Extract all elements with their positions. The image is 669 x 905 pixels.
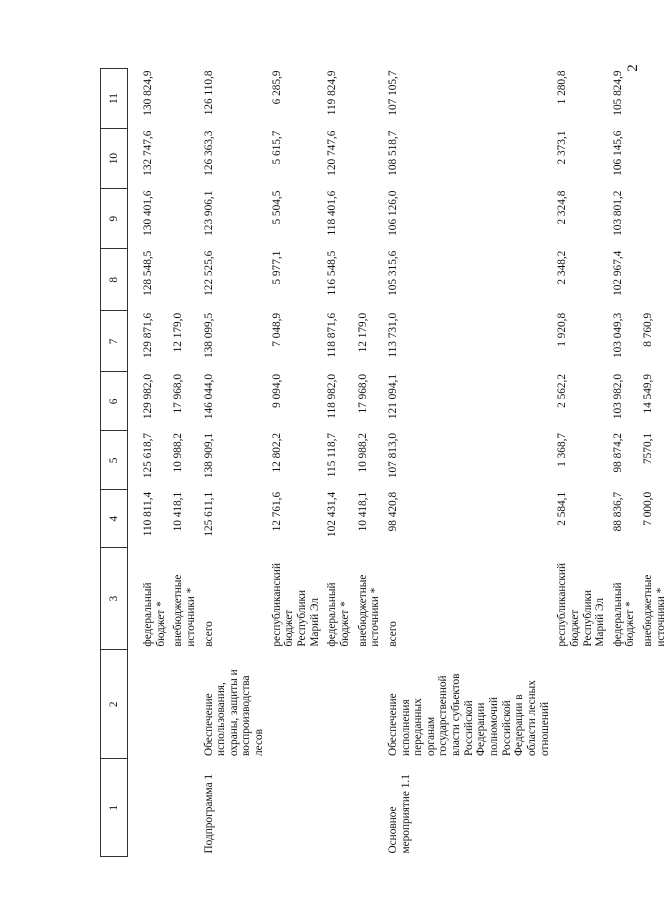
description-line: использования, bbox=[215, 682, 228, 756]
description-line: Российской bbox=[462, 700, 475, 756]
column-number-row bbox=[101, 69, 128, 857]
funding-source-line: внебюджетные bbox=[356, 574, 369, 647]
funding-source-line: внебюджетные bbox=[172, 574, 185, 647]
table-cell-value: 10 988,2 bbox=[172, 432, 185, 473]
table-cell-value: 105 315,6 bbox=[386, 250, 399, 296]
row-program-name: Подпрограмма 1 bbox=[202, 773, 215, 854]
table-cell-value: 107 813,0 bbox=[386, 432, 399, 479]
row-funding-source bbox=[169, 548, 199, 650]
table-cell-value: 2 324,8 bbox=[556, 190, 569, 225]
rotated-table-sheet bbox=[100, 68, 667, 857]
funding-source-line: бюджет * bbox=[624, 601, 637, 647]
table-row bbox=[354, 69, 384, 857]
table-row bbox=[169, 69, 199, 857]
row-description bbox=[354, 650, 384, 759]
description-line: Обеспечение bbox=[202, 693, 215, 756]
description-line: власти субъектов bbox=[450, 673, 463, 756]
table-cell-value: 7 048,9 bbox=[270, 312, 283, 347]
table-cell-value: 129 982,0 bbox=[142, 373, 154, 420]
table-cell-value: 12 761,6 bbox=[270, 491, 283, 532]
row-description bbox=[169, 650, 199, 759]
table-cell-value: 9 094,0 bbox=[270, 373, 283, 408]
table-cell-value: 125 611,1 bbox=[202, 491, 215, 537]
funding-source-line: Марий Эл bbox=[594, 598, 607, 647]
column-number: 2 bbox=[101, 650, 128, 759]
table-cell-value: 119 824,9 bbox=[326, 70, 339, 116]
funding-source-line: внебюджетные bbox=[642, 574, 655, 647]
funding-source-line: бюджет bbox=[283, 609, 296, 647]
table-cell-value bbox=[354, 129, 384, 189]
row-program-name bbox=[609, 759, 639, 857]
row-description bbox=[268, 650, 324, 759]
table-cell-value: 17 968,0 bbox=[172, 373, 185, 414]
row-funding-source bbox=[200, 548, 268, 650]
description-line: исполнения bbox=[399, 699, 412, 756]
funding-source-line: Республики bbox=[296, 589, 309, 647]
funding-source-line: всего bbox=[386, 621, 399, 647]
table-cell-value: 102 431,4 bbox=[326, 491, 339, 538]
table-cell-value: 132 747,6 bbox=[142, 130, 154, 176]
funding-source-line: федеральный bbox=[326, 582, 339, 647]
table-cell-value: 106 145,6 bbox=[611, 130, 624, 176]
description-line: Российской bbox=[500, 700, 513, 756]
table-cell-value: 146 044,0 bbox=[202, 373, 215, 420]
column-number: 7 bbox=[101, 311, 128, 372]
funding-source-line: бюджет * bbox=[154, 601, 167, 647]
description-line: отношений bbox=[538, 701, 551, 756]
row-program-name bbox=[268, 759, 324, 857]
description-line: воспроизводства bbox=[240, 675, 253, 756]
table-cell-value bbox=[354, 69, 384, 129]
table-cell-value bbox=[169, 69, 199, 129]
row-funding-source bbox=[354, 548, 384, 650]
table-cell-value: 130 824,9 bbox=[142, 70, 154, 116]
table-cell-value: 14 549,9 bbox=[642, 373, 655, 414]
description-line: охраны, защиты и bbox=[227, 669, 240, 756]
table-cell-value: 1 280,8 bbox=[556, 70, 569, 105]
table-cell-value: 10 418,1 bbox=[356, 491, 369, 532]
table-row bbox=[639, 69, 669, 857]
table-row bbox=[268, 69, 324, 857]
row-funding-source bbox=[268, 548, 324, 650]
description-line: Федерации bbox=[475, 702, 488, 756]
funding-source-line: Республики bbox=[581, 589, 594, 647]
table-cell-value: 125 618,7 bbox=[142, 432, 154, 479]
description-line: полномочий bbox=[488, 697, 501, 756]
description-line: органам bbox=[424, 716, 437, 756]
column-number: 4 bbox=[101, 490, 128, 548]
column-number: 3 bbox=[101, 548, 128, 650]
table-cell-value: 103 801,2 bbox=[611, 190, 624, 236]
table-body bbox=[128, 69, 669, 857]
funding-source-line: всего bbox=[202, 621, 215, 647]
table-cell-value: 2 584,1 bbox=[556, 491, 569, 526]
page-number: 2 bbox=[625, 64, 641, 72]
table-cell-value: 108 518,7 bbox=[386, 130, 399, 176]
table-cell-value: 107 105,7 bbox=[386, 70, 399, 116]
table-cell-value: 1 368,7 bbox=[556, 432, 569, 467]
table-cell-value: 128 548,5 bbox=[142, 250, 154, 296]
table-cell-value: 17 968,0 bbox=[356, 373, 369, 414]
table-cell-value: 98 420,8 bbox=[386, 491, 399, 532]
column-number: 1 bbox=[101, 759, 128, 857]
table-cell-value bbox=[354, 249, 384, 311]
row-description bbox=[323, 650, 353, 759]
table-cell-value bbox=[639, 69, 669, 129]
table-cell-value: 7570,1 bbox=[642, 432, 655, 464]
table-cell-value: 118 871,6 bbox=[326, 312, 339, 358]
column-number: 5 bbox=[101, 431, 128, 490]
funding-source-line: бюджет * bbox=[338, 601, 351, 647]
funding-source-line: источники * bbox=[369, 587, 382, 647]
funding-source-line: бюджет bbox=[568, 609, 581, 647]
row-program-name bbox=[139, 759, 169, 857]
row-funding-source bbox=[323, 548, 353, 650]
funding-source-line: федеральный bbox=[611, 582, 624, 647]
column-number: 10 bbox=[101, 129, 128, 189]
column-number: 6 bbox=[101, 372, 128, 431]
table-cell-value: 88 836,7 bbox=[611, 491, 624, 532]
funding-source-line: республиканский bbox=[270, 562, 283, 647]
table-cell-value: 12 179,0 bbox=[172, 312, 185, 353]
row-funding-source bbox=[384, 548, 553, 650]
table-cell-value: 120 747,6 bbox=[326, 130, 339, 176]
table-row bbox=[553, 69, 609, 857]
row-description bbox=[200, 650, 268, 759]
table-cell-value bbox=[169, 189, 199, 249]
table-cell-value: 2 348,2 bbox=[556, 250, 569, 285]
table-cell-value: 10 418,1 bbox=[172, 491, 185, 532]
table-cell-value: 138 909,1 bbox=[202, 432, 215, 479]
column-number: 8 bbox=[101, 249, 128, 311]
table-cell-value: 8 760,9 bbox=[642, 312, 655, 347]
table-cell-value bbox=[354, 189, 384, 249]
funding-source-line: федеральный bbox=[142, 582, 154, 647]
table-cell-value: 7 000,0 bbox=[642, 491, 655, 526]
table-cell-value: 113 731,0 bbox=[386, 312, 399, 358]
table-cell-value: 118 982,0 bbox=[326, 373, 339, 419]
row-program-name bbox=[323, 759, 353, 857]
row-description bbox=[553, 650, 609, 759]
description-line: Обеспечение bbox=[386, 693, 399, 756]
table-row bbox=[384, 69, 553, 857]
row-program-name bbox=[639, 759, 669, 857]
table-cell-value: 116 548,5 bbox=[326, 250, 339, 296]
funding-source-line: Марий Эл bbox=[308, 598, 321, 647]
row-funding-source bbox=[139, 548, 169, 650]
table-row bbox=[609, 69, 639, 857]
table-cell-value: 98 874,2 bbox=[611, 432, 624, 473]
table-cell-value: 2 373,1 bbox=[556, 130, 569, 165]
table-row bbox=[323, 69, 353, 857]
description-line: области лесных bbox=[525, 680, 538, 756]
row-program-name bbox=[354, 759, 384, 857]
description-line: переданных bbox=[412, 698, 425, 756]
table-cell-value: 1 920,8 bbox=[556, 312, 569, 347]
table-cell-value: 110 811,4 bbox=[142, 491, 154, 537]
table-cell-value: 5 615,7 bbox=[270, 130, 283, 165]
table-cell-value: 105 824,9 bbox=[611, 70, 624, 116]
funding-table bbox=[100, 68, 669, 857]
table-cell-value: 115 118,7 bbox=[326, 432, 339, 478]
row-description bbox=[139, 650, 169, 759]
row-description bbox=[639, 650, 669, 759]
description-line: государственной bbox=[437, 675, 450, 756]
table-row bbox=[200, 69, 268, 857]
row-program-name bbox=[553, 759, 609, 857]
table-cell-value bbox=[639, 189, 669, 249]
table-cell-value: 103 049,3 bbox=[611, 312, 624, 359]
table-cell-value bbox=[169, 129, 199, 189]
table-cell-value: 126 363,3 bbox=[202, 130, 215, 176]
table-cell-value: 12 179,0 bbox=[356, 312, 369, 353]
row-funding-source bbox=[553, 548, 609, 650]
row-description bbox=[609, 650, 639, 759]
row-program-name bbox=[169, 759, 199, 857]
table-cell-value: 121 094,1 bbox=[386, 373, 399, 420]
table-cell-value: 126 110,8 bbox=[202, 70, 215, 116]
table-cell-value bbox=[169, 249, 199, 311]
row-description bbox=[384, 650, 553, 759]
table-cell-value: 5 977,1 bbox=[270, 250, 283, 285]
table-cell-value: 5 504,5 bbox=[270, 190, 283, 225]
description-line: лесов bbox=[253, 729, 266, 756]
table-cell-value: 103 982,0 bbox=[611, 373, 624, 420]
table-cell-value: 122 525,6 bbox=[202, 250, 215, 296]
funding-source-line: источники * bbox=[184, 587, 197, 647]
column-number: 9 bbox=[101, 189, 128, 249]
table-cell-value: 130 401,6 bbox=[142, 190, 154, 236]
table-cell-value: 106 126,0 bbox=[386, 190, 399, 236]
row-funding-source bbox=[639, 548, 669, 650]
table-cell-value: 102 967,4 bbox=[611, 250, 624, 296]
table-cell-value: 10 988,2 bbox=[356, 432, 369, 473]
table-cell-value: 118 401,6 bbox=[326, 190, 339, 236]
table-cell-value: 129 871,6 bbox=[142, 312, 154, 359]
funding-source-line: источники * bbox=[654, 587, 667, 647]
table-cell-value: 138 099,5 bbox=[202, 312, 215, 359]
row-funding-source bbox=[609, 548, 639, 650]
description-line: Федерации в bbox=[513, 694, 526, 756]
table-cell-value: 123 906,1 bbox=[202, 190, 215, 236]
row-program-name: Основное мероприятие 1.1 bbox=[386, 774, 412, 854]
table-cell-value: 2 562,2 bbox=[556, 373, 569, 408]
table-cell-value: 12 802,2 bbox=[270, 432, 283, 473]
table-cell-value: 6 285,9 bbox=[270, 70, 283, 105]
table-row bbox=[139, 69, 169, 857]
funding-source-line: республиканский bbox=[556, 562, 569, 647]
column-number: 11 bbox=[101, 69, 128, 129]
table-cell-value bbox=[639, 249, 669, 311]
table-cell-value bbox=[639, 129, 669, 189]
